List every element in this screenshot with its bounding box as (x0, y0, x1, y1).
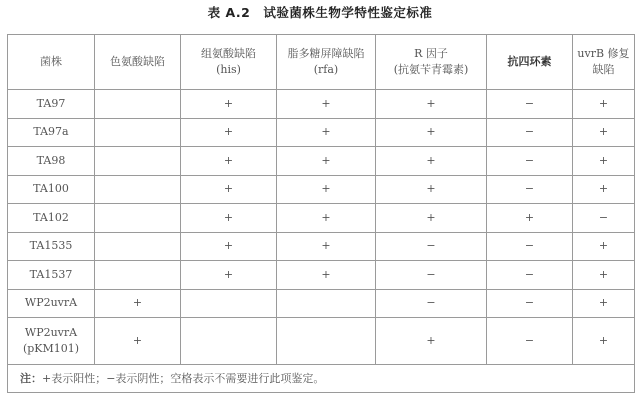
strain-name-cell: TA98 (8, 147, 95, 176)
table-row (8, 318, 635, 365)
table-title: 表 A.2 试验菌株生物学特性鉴定标准 (207, 5, 433, 20)
strain-name-cell: TA97 (8, 90, 95, 119)
table-note (8, 365, 635, 393)
result-cell: + (376, 147, 487, 176)
header-tetracycline-resistance: 抗四环素 (487, 35, 573, 90)
result-cell: + (277, 175, 376, 204)
table-row (8, 175, 635, 204)
header-lps-barrier-deficiency: 脂多糖屏障缺陷 (rfa) (277, 35, 376, 90)
result-cell: + (376, 204, 487, 233)
header-uvrb-repair-deficiency: uvrB 修复 缺陷 (573, 35, 635, 90)
table-row (8, 147, 635, 176)
result-cell: − (487, 261, 573, 290)
strain-name-cell: WP2uvrA (pKM101) (8, 318, 95, 365)
result-cell: + (487, 204, 573, 233)
table-row (8, 261, 635, 290)
result-cell (181, 289, 277, 318)
result-cell: − (487, 118, 573, 147)
result-cell: − (376, 232, 487, 261)
note-label: 注： (20, 371, 42, 385)
result-cell: + (181, 90, 277, 119)
header-row (8, 35, 635, 90)
header-histidine-deficiency: 组氨酸缺陷 (his) (181, 35, 277, 90)
result-cell (95, 232, 181, 261)
result-cell: + (181, 204, 277, 233)
strain-name-cell: TA100 (8, 175, 95, 204)
result-cell: + (573, 261, 635, 290)
result-cell (181, 318, 277, 365)
result-cell: − (376, 289, 487, 318)
strain-name-cell: TA102 (8, 204, 95, 233)
result-cell: + (573, 289, 635, 318)
table-row (8, 289, 635, 318)
result-cell: + (277, 90, 376, 119)
result-cell: + (277, 261, 376, 290)
result-cell (95, 204, 181, 233)
result-cell (277, 289, 376, 318)
result-cell: + (376, 318, 487, 365)
result-cell (95, 175, 181, 204)
result-cell: − (573, 204, 635, 233)
header-strain: 菌株 (8, 35, 95, 90)
strain-name-cell: WP2uvrA (8, 289, 95, 318)
result-cell: + (573, 175, 635, 204)
result-cell: + (181, 232, 277, 261)
result-cell: − (487, 318, 573, 365)
result-cell: + (573, 232, 635, 261)
result-cell: + (277, 118, 376, 147)
strain-name-cell: TA1537 (8, 261, 95, 290)
result-cell: + (277, 204, 376, 233)
result-cell: + (277, 232, 376, 261)
table-row (8, 90, 635, 119)
result-cell: − (487, 289, 573, 318)
result-cell: + (181, 175, 277, 204)
result-cell (277, 318, 376, 365)
table-row (8, 204, 635, 233)
note-text: +表示阳性；−表示阴性；空格表示不需要进行此项鉴定。 (42, 371, 325, 385)
result-cell: + (376, 90, 487, 119)
header-r-factor: R 因子 (抗氨苄青霉素) (376, 35, 487, 90)
result-cell: + (95, 289, 181, 318)
result-cell (95, 147, 181, 176)
result-cell (95, 261, 181, 290)
table-row (8, 118, 635, 147)
strain-characteristics-table (7, 34, 635, 393)
result-cell: − (487, 232, 573, 261)
result-cell: + (376, 118, 487, 147)
result-cell: + (277, 147, 376, 176)
result-cell (95, 90, 181, 119)
result-cell: + (181, 261, 277, 290)
result-cell: − (376, 261, 487, 290)
result-cell: + (181, 118, 277, 147)
header-tryptophan-deficiency: 色氨酸缺陷 (95, 35, 181, 90)
result-cell: + (181, 147, 277, 176)
table-row (8, 232, 635, 261)
result-cell (95, 118, 181, 147)
result-cell: − (487, 175, 573, 204)
result-cell: − (487, 147, 573, 176)
result-cell: + (573, 90, 635, 119)
result-cell: − (487, 90, 573, 119)
result-cell: + (376, 175, 487, 204)
result-cell: + (95, 318, 181, 365)
result-cell: + (573, 147, 635, 176)
result-cell: + (573, 118, 635, 147)
strain-name-cell: TA1535 (8, 232, 95, 261)
result-cell: + (573, 318, 635, 365)
strain-name-cell: TA97a (8, 118, 95, 147)
